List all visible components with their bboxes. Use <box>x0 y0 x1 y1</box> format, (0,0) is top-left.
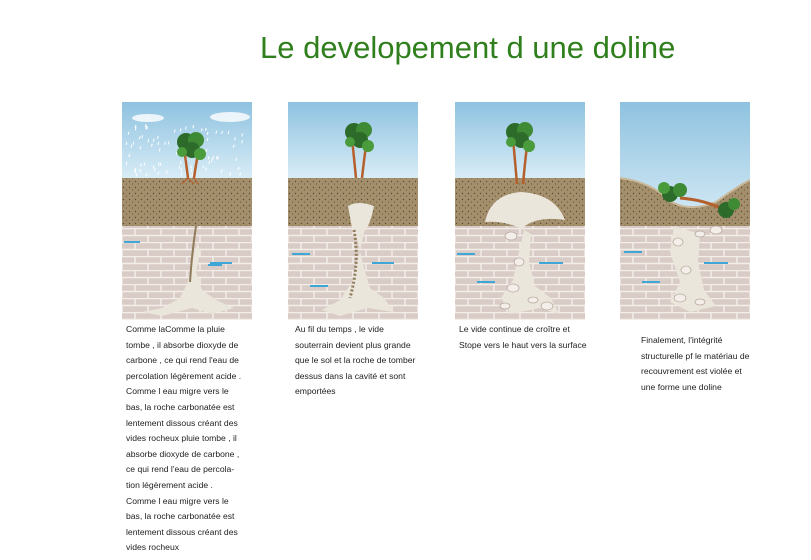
cloud <box>132 114 164 122</box>
stage-3-caption <box>459 322 591 353</box>
void-growth-scene <box>288 102 418 320</box>
caption-line: Stope vers le haut vers la surface <box>459 339 587 350</box>
cloud <box>210 112 250 122</box>
caption-line: Comme laComme la pluie <box>126 324 225 334</box>
caption-line: Finalement, l'intégrité <box>641 335 723 345</box>
caption-line: emportées <box>295 386 336 397</box>
caption-line: que le sol et la roche de tomber <box>295 355 416 366</box>
caption-line: structurelle pf le matériau de <box>641 350 750 361</box>
caption-line: bas, la roche carbonatée est <box>126 401 235 412</box>
caption-line: tombe , il absorbe dioxyde de <box>126 339 239 350</box>
stage-4-illustration <box>620 102 750 320</box>
stage-1-illustration <box>122 102 252 320</box>
stage-4-caption <box>641 333 773 395</box>
sinkhole-collapse-scene <box>620 102 750 320</box>
soil-layer <box>122 178 252 226</box>
caption-line: carbone , ce qui rend l'eau de <box>126 355 239 366</box>
stage-2-illustration <box>288 102 418 320</box>
caption-line: absorbe dioxyde de carbone , <box>126 448 240 459</box>
stage-1-caption <box>126 322 258 556</box>
caption-line: recouvrement est violée et <box>641 366 742 377</box>
caption-line: dessus dans la cavité et sont <box>295 370 406 381</box>
caption-line: Comme l eau migre vers le <box>126 386 229 397</box>
caption-line: vides rocheux <box>126 542 180 553</box>
caption-line: Comme l eau migre vers le <box>126 495 229 506</box>
caption-line: souterrain devient plus grande <box>295 339 411 350</box>
stage-2-caption <box>295 322 427 400</box>
caption-line: percolation légèrement acide . <box>126 370 242 381</box>
void-stoping-scene <box>455 102 585 320</box>
page-title: Le developement d une doline <box>260 30 676 65</box>
stage-3-illustration <box>455 102 585 320</box>
caption-line: tion légèrement acide . <box>126 479 213 490</box>
caption-line: ce qui rend l'eau de percola- <box>126 464 235 475</box>
caption-line: vides rocheux pluie tombe , il <box>126 433 237 444</box>
caption-line: Au fil du temps , le vide <box>295 324 384 334</box>
caption-line: lentement dissous créant des <box>126 526 238 537</box>
caption-line: Le vide continue de croître et <box>459 324 570 334</box>
caption-line: bas, la roche carbonatée est <box>126 511 235 522</box>
caption-line: une forme une doline <box>641 381 722 392</box>
rain-percolation-scene <box>122 102 252 320</box>
caption-line: lentement dissous créant des <box>126 417 238 428</box>
